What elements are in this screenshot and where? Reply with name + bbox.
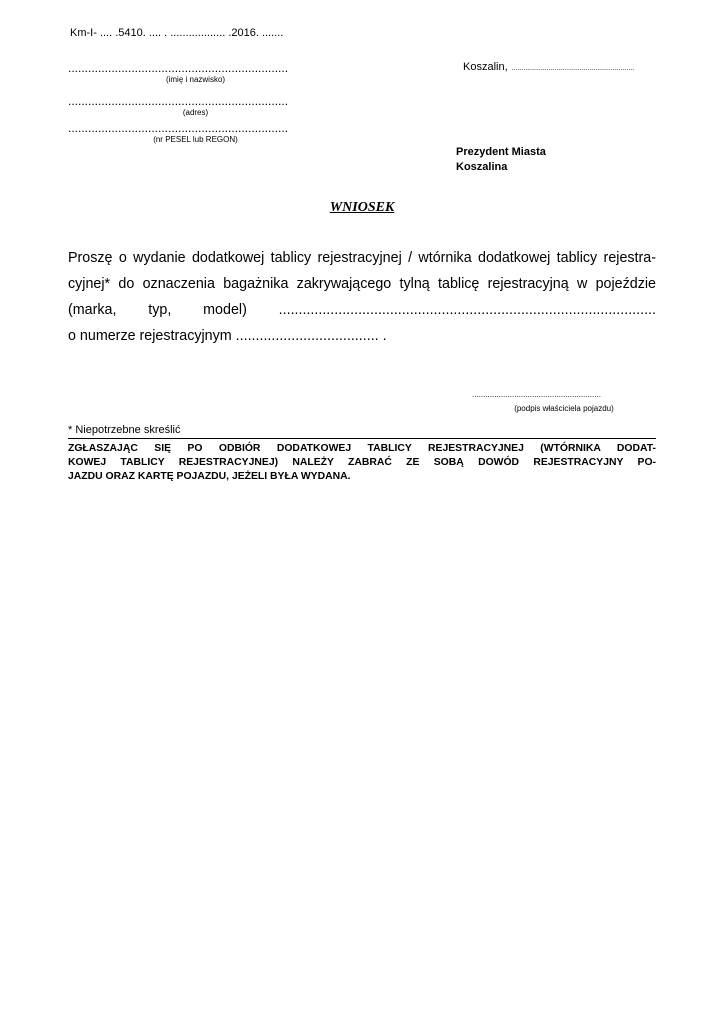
- place-date-line: [463, 61, 634, 73]
- divider: [68, 438, 656, 439]
- signature-caption: (podpis właściciela pojazdu): [514, 404, 614, 413]
- addressee-line-1: Prezydent Miasta: [456, 146, 546, 158]
- id-number-caption: (nr PESEL lub REGON): [153, 135, 238, 144]
- address-caption: (adres): [182, 108, 209, 117]
- addressee: [456, 145, 546, 175]
- name-caption: (imię i nazwisko): [165, 75, 226, 84]
- city-label: Koszalin,: [463, 61, 508, 73]
- body-line-1: Proszę o wydanie dodatkowej tablicy rejestracyjnej / wtórnika dodatkowej tablicy rejestra-: [68, 250, 656, 266]
- notice-line-1: ZGŁASZAJĄC SIĘ PO ODBIÓR DODATKOWEJ TABLICY REJESTRACYJNEJ (WTÓRNIKA DODAT-: [68, 443, 656, 454]
- request-body: [68, 245, 656, 349]
- footnote: * Niepotrzebne skreślić: [68, 424, 181, 436]
- notice-line-2: KOWEJ TABLICY REJESTRACYJNEJ) NALEŻY ZABRAĆ ZE SOBĄ DOWÓD REJESTRACYJNY PO-: [68, 457, 656, 468]
- pickup-notice: [68, 442, 656, 484]
- address-field: ..................................................................: [68, 94, 289, 108]
- document-title: WNIOSEK: [329, 200, 395, 215]
- body-line-3: (marka, typ, model) ...............................................................................................: [68, 302, 656, 318]
- notice-line-3: JAZDU ORAZ KARTĘ POJAZDU, JEŻELI BYŁA WYDANA.: [68, 471, 351, 482]
- addressee-line-2: Koszalina: [456, 161, 508, 173]
- case-reference: Km-I- .... .5410. .... . .................. .2016. .......: [70, 27, 284, 39]
- id-number-field: ..................................................................: [68, 121, 289, 135]
- body-line-2: cyjnej* do oznaczenia bagażnika zakrywającego tylną tablicę rejestracyjną w pojeździe: [68, 276, 656, 292]
- name-field: ..................................................................: [68, 61, 289, 75]
- body-line-4: o numerze rejestracyjnym .................................... .: [68, 328, 387, 344]
- signature-field: ..........................................................: [472, 390, 601, 399]
- date-field: ...............................................................: [511, 65, 635, 72]
